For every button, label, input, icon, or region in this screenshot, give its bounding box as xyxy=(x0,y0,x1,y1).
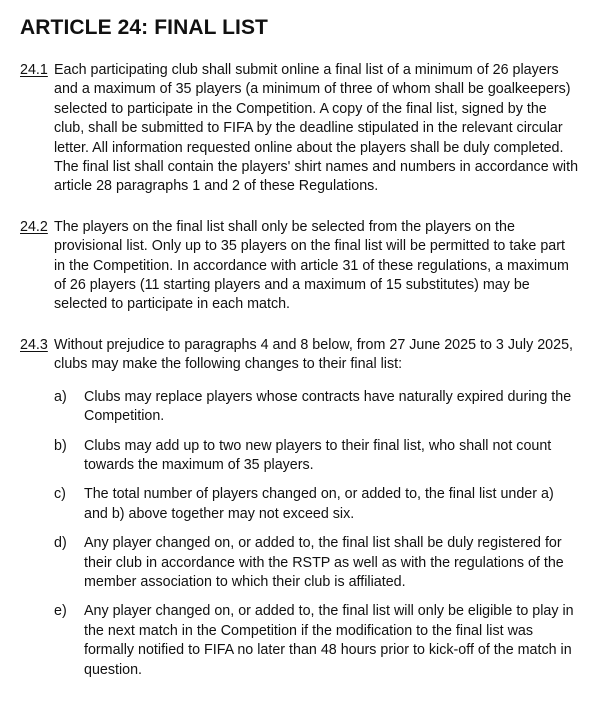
paragraph-number[interactable]: 24.1 xyxy=(20,62,48,78)
sub-item-c xyxy=(54,485,580,524)
article-title: ARTICLE 24: FINAL LIST xyxy=(20,16,268,39)
paragraph-text: Each participating club shall submit online a final list of a minimum of 26 players and a maximum of 35 players (a minimum of three of whom shall be goalkeepers) selected to participate in the Competition. A copy of the final list, signed by the club, shall be submitted to FIFA by the deadline stipulated in the relevant circular letter. All information requested online about the players shall be duly completed. The final list shall contain the players' shirt names and numbers in accordance with article 28 paragraphs 1 and 2 of these Regulations. xyxy=(54,62,579,195)
sub-item-letter: d) xyxy=(54,535,67,552)
sub-item-letter: c) xyxy=(54,486,66,503)
paragraph-text: The players on the final list shall only be selected from the players on the provisional list. Only up to 35 players on the final list will be permitted to take part in the Competition. In accordance with article 31 of these regulations, a maximum of 26 players (11 starting players and a maximum of 15 substitutes) may be selected to participate in each match. xyxy=(54,218,569,313)
sub-item-text: The total number of players changed on, or added to, the final list under a) and b) above together may not exceed six. xyxy=(84,486,554,522)
document-page xyxy=(20,14,580,711)
sub-item-a xyxy=(54,388,580,427)
sub-item-d xyxy=(54,534,580,592)
sub-item-e xyxy=(54,602,580,680)
sub-item-b xyxy=(54,437,580,476)
paragraph-24-2 xyxy=(20,218,580,315)
paragraph-text: Without prejudice to paragraphs 4 and 8 below, from 27 June 2025 to 3 July 2025, clubs may make the following changes to their final list: xyxy=(54,336,573,373)
sub-item-text: Any player changed on, or added to, the final list will only be eligible to play in the next match in the Competition if the modification to the final list was formally notified to FIFA no later than 48 hours prior to kick-off of the match in question. xyxy=(84,603,574,678)
sub-item-letter: b) xyxy=(54,437,67,454)
sub-item-list xyxy=(54,388,580,680)
paragraph-24-1 xyxy=(20,61,580,197)
sub-item-text: Any player changed on, or added to, the final list shall be duly registered for their club in accordance with the RSTP as well as with the regulations of the member association to which their club is affiliated. xyxy=(84,535,564,590)
sub-item-letter: e) xyxy=(54,603,67,620)
sub-item-letter: a) xyxy=(54,388,67,405)
paragraph-number[interactable]: 24.3 xyxy=(20,336,48,353)
paragraph-number[interactable]: 24.2 xyxy=(20,218,48,235)
sub-item-text: Clubs may add up to two new players to their final list, who shall not count towards the maximum of 35 players. xyxy=(84,437,552,473)
paragraph-24-3 xyxy=(20,336,580,690)
sub-item-text: Clubs may replace players whose contracts have naturally expired during the Competition. xyxy=(84,388,572,425)
paragraph-content xyxy=(54,336,580,690)
